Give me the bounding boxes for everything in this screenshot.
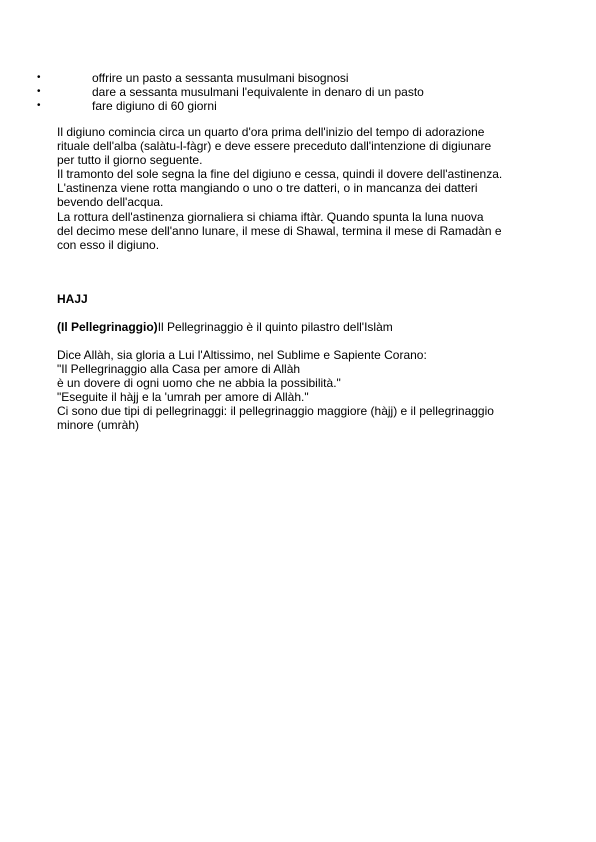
- hajj-subtitle: [57, 320, 393, 334]
- paragraph-line: con esso il digiuno.: [57, 237, 160, 252]
- bullet-icon: •: [37, 86, 41, 97]
- bullet-icon: •: [37, 72, 41, 83]
- paragraph-line: L'astinenza viene rotta mangiando o uno o tre datteri, o in mancanza dei datteri: [57, 181, 478, 196]
- bullet-icon: •: [37, 100, 41, 111]
- paragraph-line: Ci sono due tipi di pellegrinaggi: il pellegrinaggio maggiore (hàjj) e il pellegrinaggio: [57, 404, 494, 419]
- paragraph-line: Il digiuno comincia circa un quarto d'ora prima dell'inizio del tempo di adorazione: [57, 125, 485, 139]
- fasting-paragraph: [57, 125, 517, 252]
- list-item: [0, 71, 596, 85]
- list-item-text: dare a sessanta musulmani l'equivalente in denaro di un pasto: [92, 85, 424, 99]
- paragraph-line: per tutto il giorno seguente.: [57, 153, 203, 168]
- list-item: [0, 85, 596, 99]
- quote-line: "Il Pellegrinaggio alla Casa per amore di Allàh: [57, 362, 301, 377]
- quote-line: è un dovere di ogni uomo che ne abbia la possibilità.": [57, 376, 341, 391]
- paragraph-line: rituale dell'alba (salàtu-l-fàgr) e deve essere preceduto dall'intenzione di digiunare: [57, 139, 492, 154]
- paragraph-line: minore (umràh): [57, 418, 140, 433]
- list-item-text: offrire un pasto a sessanta musulmani bisognosi: [92, 71, 349, 85]
- hajj-subtitle-bold: (Il Pellegrinaggio): [57, 320, 158, 334]
- hajj-heading: HAJJ: [57, 292, 88, 306]
- list-item: [0, 99, 596, 113]
- hajj-subtitle-text: Il Pellegrinaggio è il quinto pilastro dell'Islàm: [157, 320, 393, 334]
- paragraph-line: Il tramonto del sole segna la fine del digiuno e cessa, quindi il dovere dell'astinenza.: [57, 167, 503, 182]
- paragraph-line: bevendo dell'acqua.: [57, 195, 164, 210]
- penance-bullet-list: [0, 71, 596, 113]
- quote-line: "Eseguite il hàjj e la 'umrah per amore di Allàh.": [57, 390, 309, 405]
- paragraph-line: La rottura dell'astinenza giornaliera si chiama iftàr. Quando spunta la luna nuova: [57, 209, 484, 224]
- hajj-paragraph: [57, 348, 517, 433]
- paragraph-line: del decimo mese dell'anno lunare, il mese di Shawal, termina il mese di Ramadàn e: [57, 223, 502, 238]
- paragraph-line: Dice Allàh, sia gloria a Lui l'Altissimo, nel Sublime e Sapiente Corano:: [57, 348, 427, 362]
- list-item-text: fare digiuno di 60 giorni: [92, 99, 217, 113]
